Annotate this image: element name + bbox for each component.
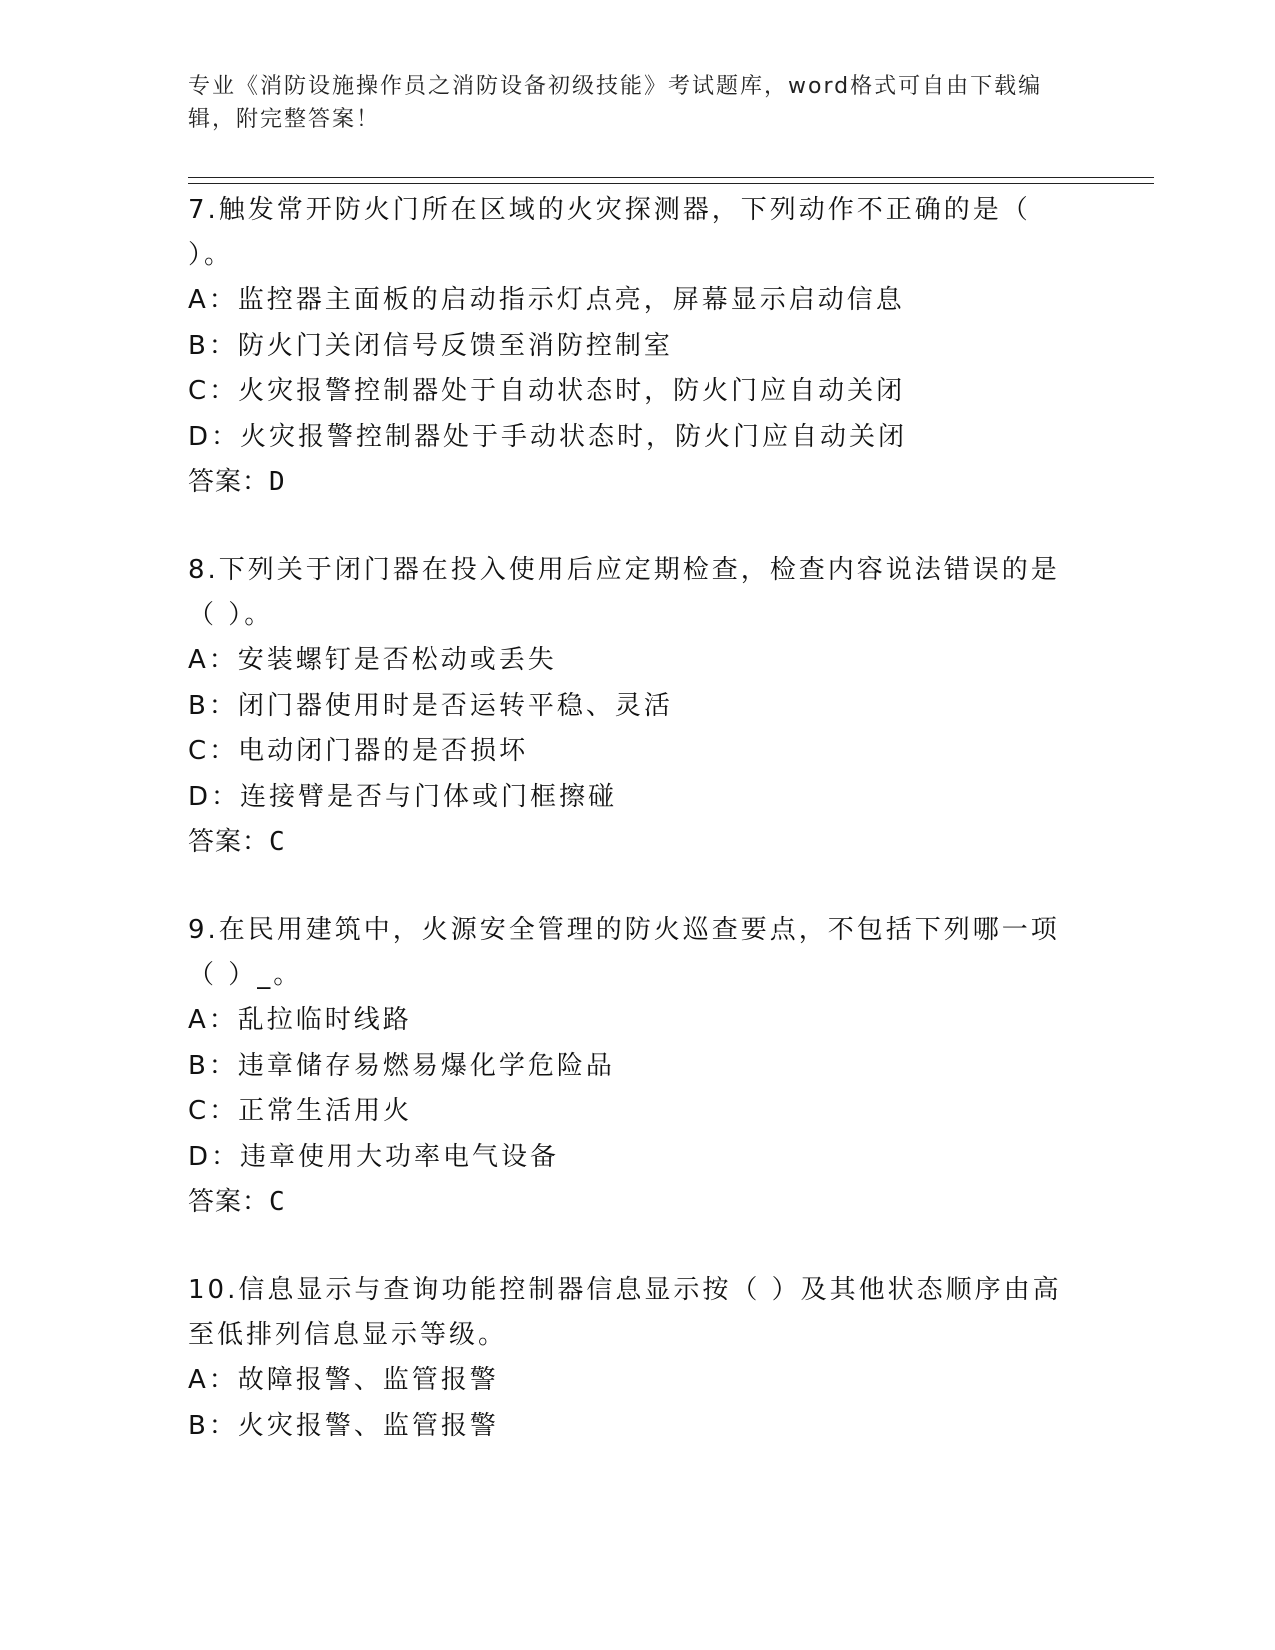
answer-label: 答案：: [188, 467, 270, 497]
answer-value: C: [269, 1187, 286, 1217]
answer-label: 答案：: [188, 827, 270, 857]
option-d: D：连接臂是否与门体或门框擦碰: [188, 781, 618, 812]
question-stem-continued: （ ）。: [188, 600, 274, 630]
option-b: B：违章储存易燃易爆化学危险品: [188, 1050, 615, 1081]
option-d: D：违章使用大功率电气设备: [188, 1141, 560, 1172]
question-stem-continued: 至低排列信息显示等级。: [188, 1320, 508, 1350]
question-stem: 9.在民用建筑中，火源安全管理的防火巡查要点，不包括下列哪一项: [188, 915, 1060, 945]
header-divider-top: [188, 177, 1154, 178]
question-stem-continued: ）。: [188, 240, 234, 270]
option-d: D：火灾报警控制器处于手动状态时，防火门应自动关闭: [188, 421, 908, 452]
question-stem: 10.信息显示与查询功能控制器信息显示按（ ）及其他状态顺序由高: [188, 1275, 1062, 1305]
option-c: C：电动闭门器的是否损坏: [188, 736, 529, 766]
option-b: B：防火门关闭信号反馈至消防控制室: [188, 330, 673, 361]
question-8: [188, 548, 1088, 865]
question-stem: 7.触发常开防火门所在区域的火灾探测器，下列动作不正确的是（: [188, 195, 1031, 225]
answer: [188, 1180, 1088, 1225]
header-line-2: 辑，附完整答案！: [188, 107, 381, 132]
option-b: B：闭门器使用时是否运转平稳、灵活: [188, 690, 673, 721]
header-divider-bottom: [188, 183, 1154, 184]
spacer: [188, 865, 1088, 908]
option-a: A：乱拉临时线路: [188, 1005, 412, 1035]
option-b: B：火灾报警、监管报警: [188, 1410, 499, 1441]
spacer: [188, 1225, 1088, 1268]
question-stem: 8.下列关于闭门器在投入使用后应定期检查，检查内容说法错误的是: [188, 555, 1060, 585]
question-list: [188, 188, 1088, 1449]
question-9: [188, 908, 1088, 1225]
header-line-1: 专业《消防设施操作员之消防设备初级技能》考试题库，word格式可自由下载编: [188, 74, 1043, 99]
option-c: C：火灾报警控制器处于自动状态时，防火门应自动关闭: [188, 376, 906, 406]
option-a: A：安装螺钉是否松动或丢失: [188, 645, 557, 675]
answer-label: 答案：: [188, 1187, 270, 1217]
option-a: A：故障报警、监管报警: [188, 1365, 499, 1395]
answer-value: D: [269, 467, 286, 497]
answer: [188, 820, 1088, 865]
question-7: [188, 188, 1088, 505]
answer-value: C: [269, 827, 286, 857]
answer: [188, 460, 1088, 505]
question-stem-continued: （ ）_。: [188, 960, 303, 990]
question-10: [188, 1268, 1088, 1449]
option-c: C：正常生活用火: [188, 1096, 413, 1126]
document-header: [188, 70, 1068, 136]
spacer: [188, 505, 1088, 548]
option-a: A：监控器主面板的启动指示灯点亮，屏幕显示启动信息: [188, 285, 905, 315]
